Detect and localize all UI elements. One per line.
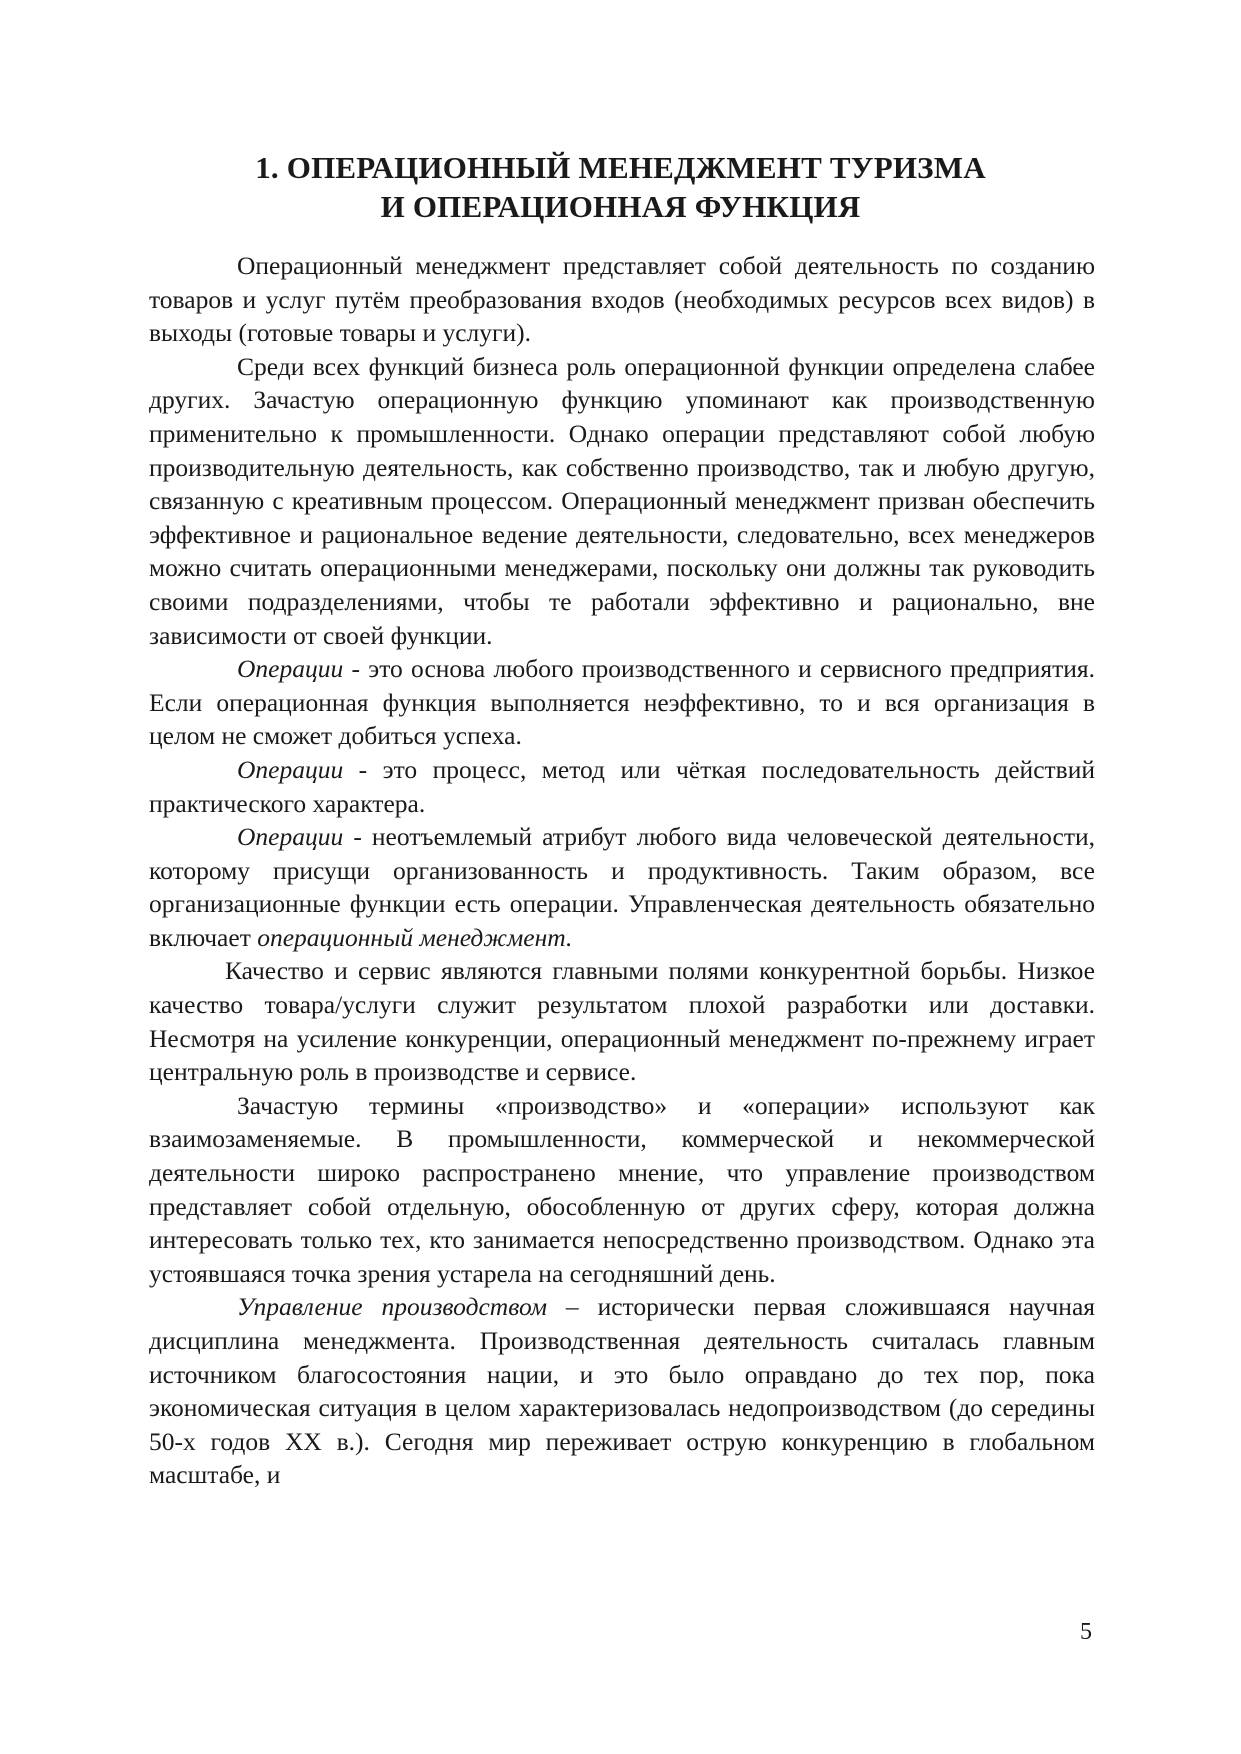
chapter-title-line-1: 1. ОПЕРАЦИОННЫЙ МЕНЕДЖМЕНТ ТУРИЗМА (255, 150, 986, 185)
paragraph-5-term-2: операционный менеджмент. (257, 922, 573, 952)
chapter-title-line-2: И ОПЕРАЦИОННАЯ ФУНКЦИЯ (380, 189, 861, 224)
paragraph-3 (149, 652, 1095, 753)
paragraph-6: Качество и сервис являются главными полями конкурентной борьбы. Низкое качество товара/услуги служит результатом плохой разработки или доставки. Несмотря на усиление конкуренции, операционный менеджмент по-прежнему играет центральную роль в производстве и сервисе. (149, 956, 1095, 1087)
paragraph-5 (149, 820, 1095, 954)
paragraph-3-term: Операции (237, 654, 344, 684)
paragraph-1: Операционный менеджмент представляет собой деятельность по созданию товаров и услуг путём преобразования входов (необходимых ресурсов всех видов) в выходы (готовые товары и услуги). (149, 251, 1095, 348)
chapter-title (150, 148, 1091, 226)
document-body (149, 249, 1095, 1492)
paragraph-7: Зачастую термины «производство» и «операции» используют как взаимозаменяемые. В промышленности, коммерческой и некоммерческой деятельности широко распространено мнение, что управление производством представляет собой отдельную, обособленную от других сферу, которая должна интересовать только тех, кто занимается непосредственно производством. Однако эта устоявшаяся точка зрения устарела на сегодняшний день. (149, 1090, 1095, 1288)
paragraph-8-term: Управление производством (237, 1292, 547, 1322)
paragraph-8 (149, 1290, 1095, 1492)
page-number: 5 (1080, 1619, 1092, 1645)
paragraph-5-text: - неотъемлемый атрибут любого вида человеческой деятельности, которому присущи организованность и продуктивность. Таким образом, все организационные функции есть операции. Управленческая деятельность обязательно включает (149, 822, 1095, 952)
paragraph-2: Среди всех функций бизнеса роль операционной функции определена слабее других. Зачастую операционную функцию упоминают как производственную применительно к промышленности. Однако операции представляют собой любую производительную деятельность, как собственно производство, так и любую другую, связанную с креативным процессом. Операционный менеджмент призван обеспечить эффективное и рациональное ведение деятельности, следовательно, всех менеджеров можно считать операционными менеджерами, поскольку они должны так руководить своими подразделениями, чтобы те работали эффективно и рационально, вне зависимости от своей функции. (149, 351, 1095, 650)
paragraph-8-text: – исторически первая сложившаяся научная дисциплина менеджмента. Производственная деятельность считалась главным источником благосостояния нации, и это было оправдано до тех пор, пока экономическая ситуация в целом характеризовалась недопроизводством (до середины 50-х годов XX в.). Сегодня мир переживает острую конкуренцию в глобальном масштабе, и (149, 1292, 1095, 1490)
paragraph-4 (149, 753, 1095, 820)
paragraph-5-term: Операции (237, 822, 344, 852)
paragraph-4-term: Операции (237, 754, 344, 784)
paragraph-4-text: - это процесс, метод или чёткая последовательность действий практического характера. (149, 754, 1095, 818)
paragraph-3-text: - это основа любого производственного и сервисного предприятия. Если операционная функция выполняется неэффективно, то и вся организация в целом не сможет добиться успеха. (149, 654, 1095, 751)
